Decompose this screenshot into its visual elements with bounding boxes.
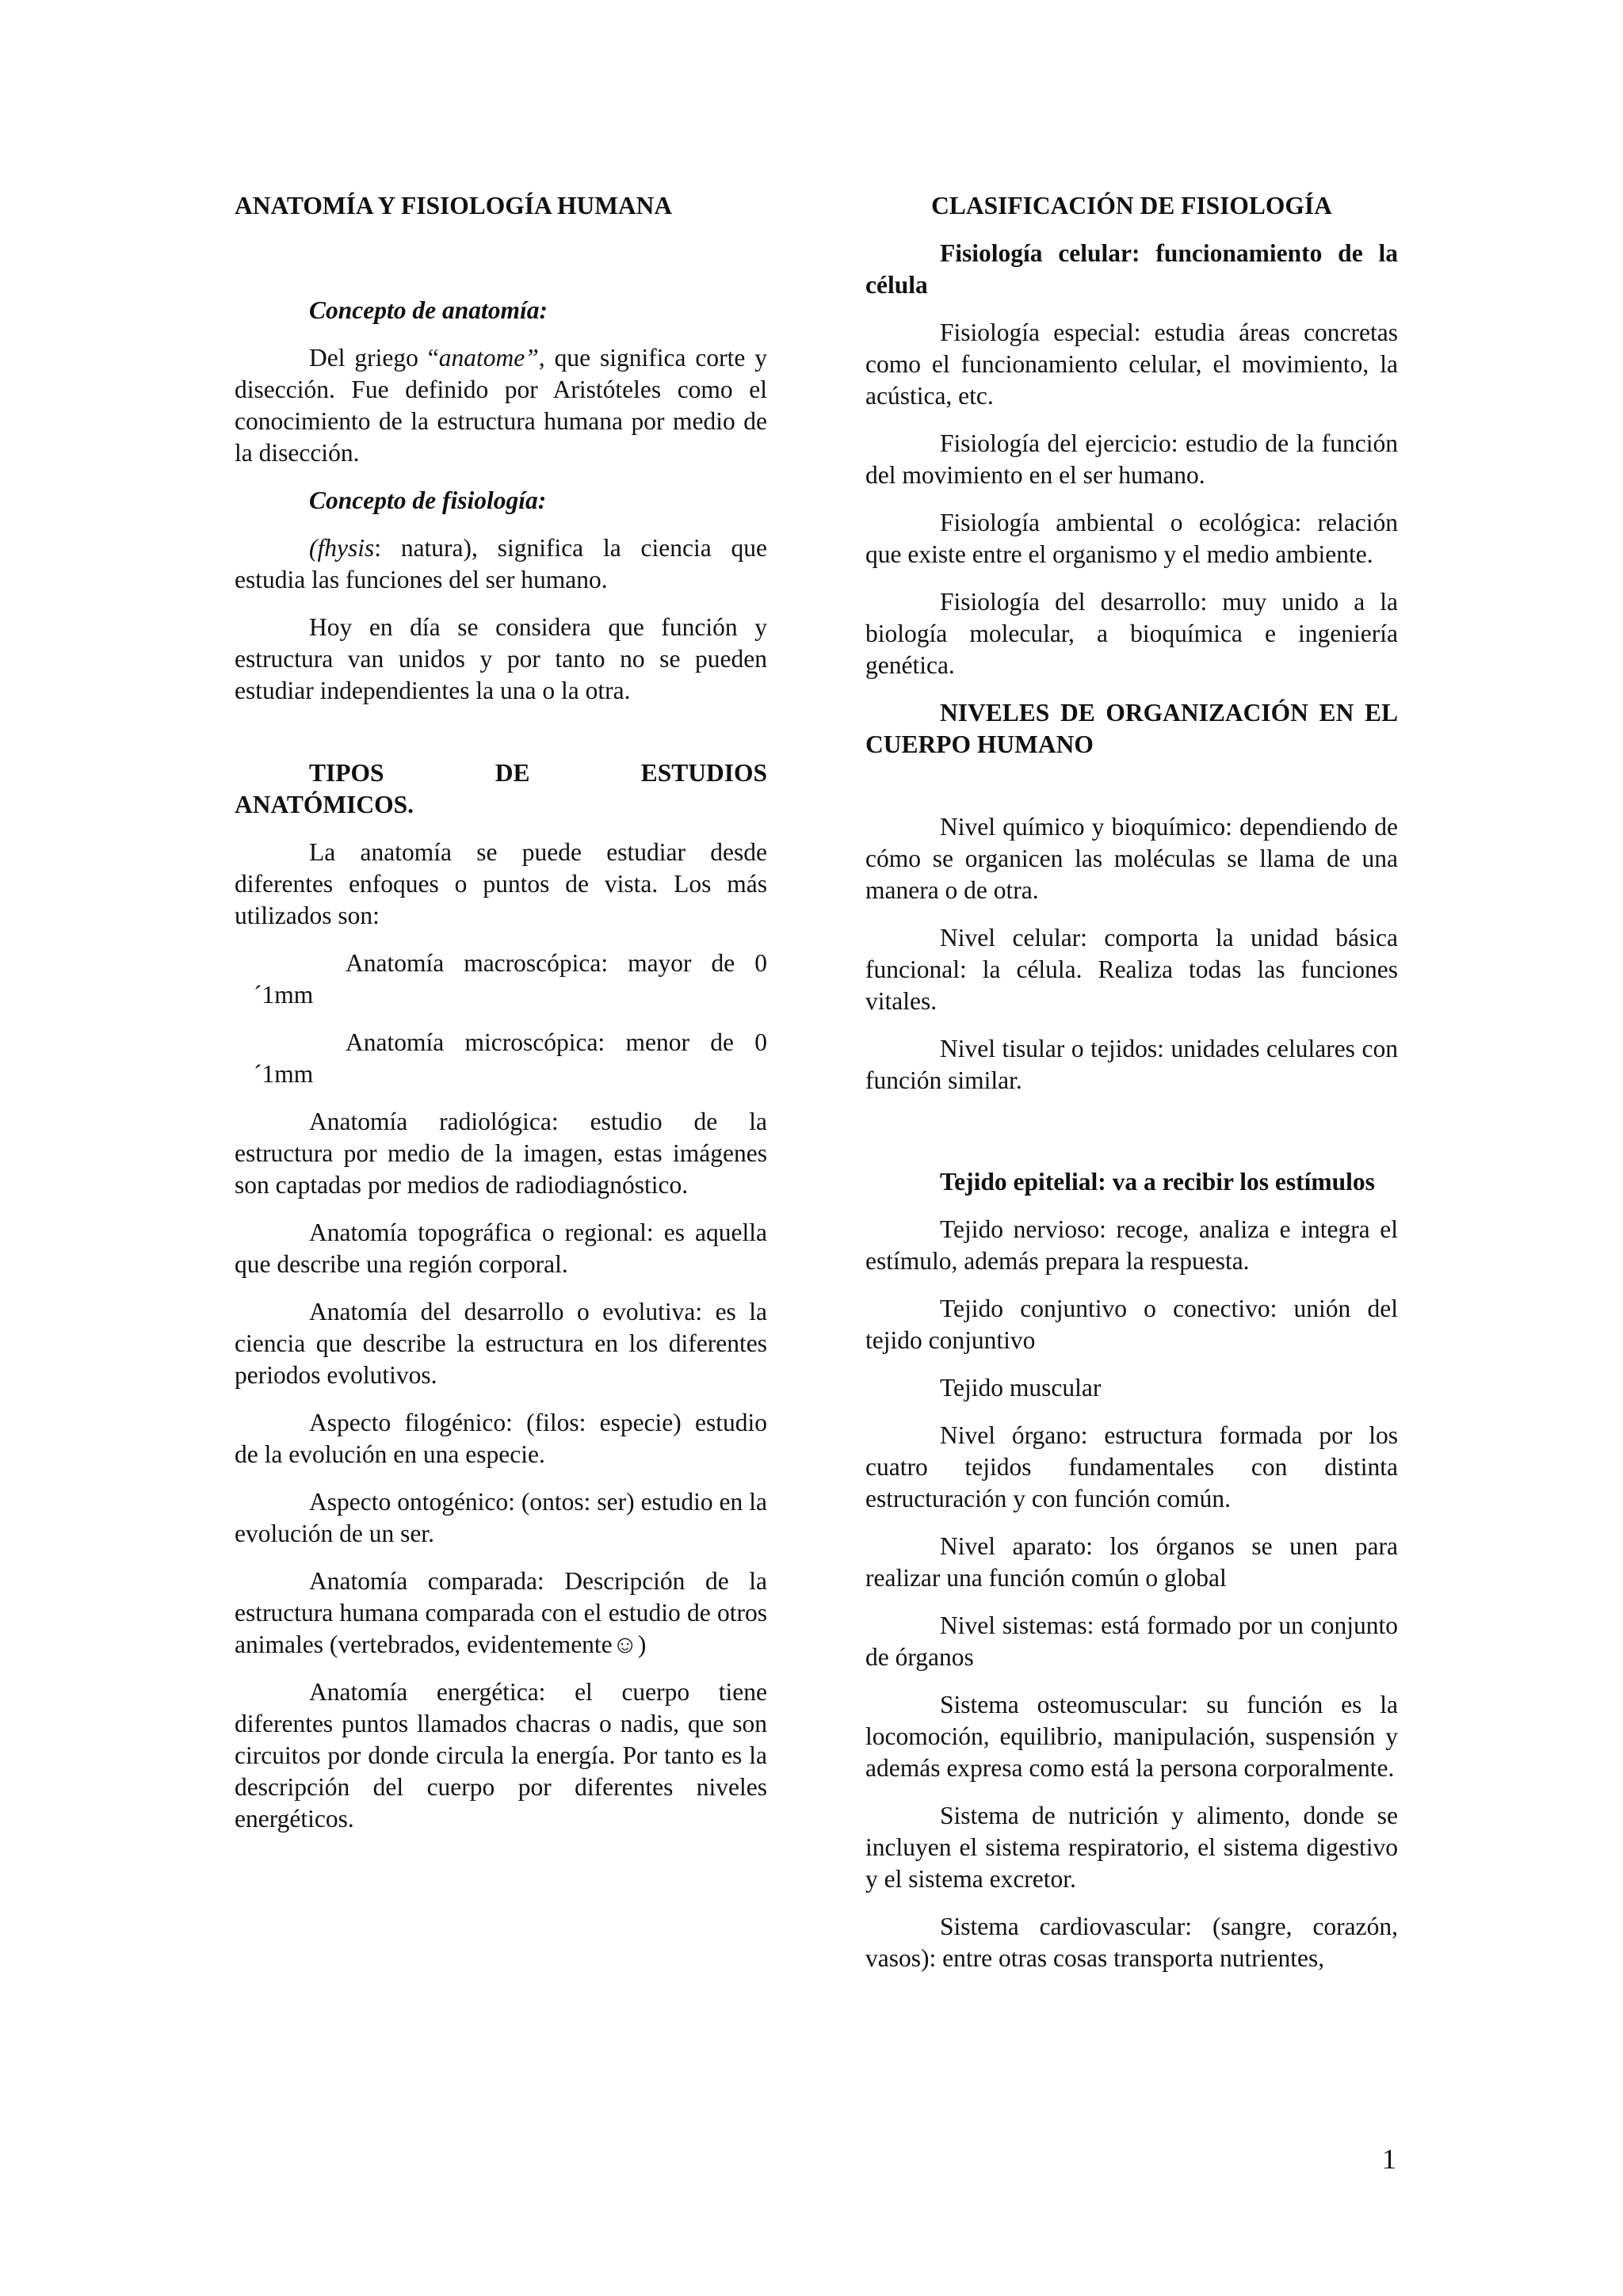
paragraph-hoy-en-dia: Hoy en día se considera que función y estructura van unidos y por tanto no se pueden estudiar independientes la una o la otra. — [235, 613, 767, 704]
paragraph-desarrollo-fisio: Fisiología del desarrollo: muy unido a la biología molecular, a bioquímica e ingeniería genética. — [865, 588, 1398, 679]
paragraph-organo: Nivel órgano: estructura formada por los cuatro tejidos fundamentales con distinta estructuración y con función común. — [865, 1421, 1398, 1512]
heading-concepto-fisiologia: Concepto de fisiología: — [309, 486, 547, 514]
paragraph-aparato: Nivel aparato: los órganos se unen para realizar una función común o global — [865, 1532, 1398, 1592]
heading-niveles: NIVELES DE ORGANIZACIÓN EN EL CUERPO HUMANO — [865, 699, 1398, 758]
heading-tipos-line2: ANATÓMICOS. — [235, 791, 414, 818]
page-number: 1 — [1382, 2143, 1396, 2175]
paragraph-ejercicio: Fisiología del ejercicio: estudio de la función del movimiento en el ser humano. — [865, 429, 1398, 489]
paragraph-cardiovascular: Sistema cardiovascular: (sangre, corazón, vasos): entre otras cosas transporta nutrientes, — [865, 1913, 1398, 1972]
paragraph-radiologica: Anatomía radiológica: estudio de la estructura por medio de la imagen, estas imágenes son captadas por medios de radiodiagnóstico. — [235, 1108, 767, 1199]
term-anatome: anatome” — [438, 344, 539, 372]
paragraph-sistemas: Nivel sistemas: está formado por un conjunto de órganos — [865, 1611, 1398, 1671]
heading-tipos-line1: TIPOS DE ESTUDIOS — [309, 759, 767, 787]
paragraph-quimico: Nivel químico y bioquímico: dependiendo de cómo se organicen las moléculas se llama de una manera o de otra. — [865, 813, 1398, 904]
paragraph-microscopica: Anatomía microscópica: menor de 0 ´1mm — [254, 1028, 767, 1088]
paragraph-ontogenico: Aspecto ontogénico: (ontos: ser) estudio en la evolución de un ser. — [235, 1488, 767, 1547]
heading-concepto-anatomia: Concepto de anatomía: — [309, 296, 548, 324]
paragraph-intro: La anatomía se puede estudiar desde diferentes enfoques o puntos de vista. Los más utilizados son: — [235, 838, 767, 929]
paragraph-celular: Nivel celular: comporta la unidad básica funcional: la célula. Realiza todas las funciones vitales. — [865, 924, 1398, 1015]
paragraph-nervioso: Tejido nervioso: recoge, analiza e integra el estímulo, además prepara la respuesta. — [865, 1215, 1398, 1275]
paragraph-comparada: Anatomía comparada: Descripción de la estructura humana comparada con el estudio de otros animales (vertebrados, evidentemente☺) — [235, 1567, 767, 1658]
paragraph-topografica: Anatomía topográfica o regional: es aquella que describe una región corporal. — [235, 1219, 767, 1278]
paragraph-desarrollo: Anatomía del desarrollo o evolutiva: es la ciencia que describe la estructura en los diferentes periodos evolutivos. — [235, 1298, 767, 1389]
text-segment: , que significa corte y disección. Fue definido por Aristóteles como el conocimiento de la estructura humana por medio de la disección. — [235, 344, 767, 467]
heading-epitelial: Tejido epitelial: va a recibir los estímulos — [940, 1168, 1375, 1196]
paragraph-ambiental: Fisiología ambiental o ecológica: relación que existe entre el organismo y el medio ambiente. — [865, 509, 1398, 568]
heading-fisiologia-celular: Fisiología celular: funcionamiento de la célula — [865, 239, 1398, 299]
heading-clasificacion: CLASIFICACIÓN DE FISIOLOGÍA — [931, 192, 1332, 219]
paragraph-osteomuscular: Sistema osteomuscular: su función es la locomoción, equilibrio, manipulación, suspensión y además expresa como está la persona corporalmente. — [865, 1691, 1398, 1782]
paragraph-nutricion: Sistema de nutrición y alimento, donde se incluyen el sistema respiratorio, el sistema digestivo y el sistema excretor. — [865, 1802, 1398, 1893]
paragraph-macroscopica: Anatomía macroscópica: mayor de 0 ´1mm — [254, 949, 767, 1009]
paragraph-anatomia — [235, 342, 767, 469]
paragraph-muscular: Tejido muscular — [940, 1374, 1102, 1402]
paragraph-filogenico: Aspecto filogénico: (filos: especie) estudio de la evolución en una especie. — [235, 1409, 767, 1468]
paragraph-conjuntivo: Tejido conjuntivo o conectivo: unión del tejido conjuntivo — [865, 1295, 1398, 1354]
paragraph-fisiologia — [235, 532, 767, 596]
paragraph-energetica: Anatomía energética: el cuerpo tiene diferentes puntos llamados chacras o nadis, que son circuitos por donde circula la energía. Por tanto es la descripción del cuerpo por diferentes niveles energéticos. — [235, 1678, 767, 1833]
paragraph-tisular: Nivel tisular o tejidos: unidades celulares con función similar. — [865, 1035, 1398, 1094]
text-segment: Del griego “ — [309, 344, 439, 372]
term-fhysis: (fhysis — [309, 534, 375, 562]
right-column — [865, 190, 1398, 1974]
document-title: ANATOMÍA Y FISIOLOGÍA HUMANA — [235, 192, 673, 219]
text-segment: : natura), significa la ciencia que estudia las funciones del ser humano. — [235, 534, 767, 593]
paragraph-especial: Fisiología especial: estudia áreas concretas como el funcionamiento celular, el movimiento, la acústica, etc. — [865, 318, 1398, 410]
left-column — [235, 190, 767, 1835]
